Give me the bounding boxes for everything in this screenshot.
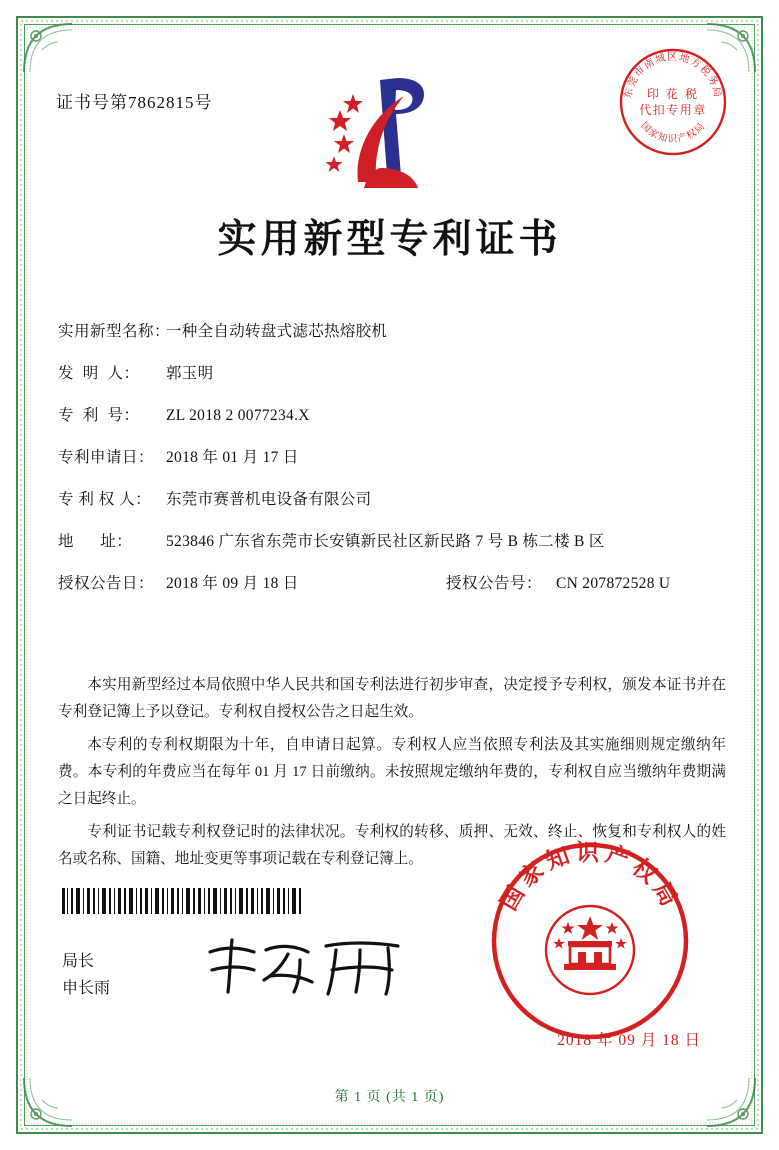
barcode-icon — [62, 888, 302, 914]
seal-arc-text: 国家知识产权局 — [495, 840, 685, 915]
page-title: 实用新型专利证书 — [217, 218, 562, 261]
tax-stamp-arc-bottom: 国家知识产权局 — [638, 121, 708, 145]
tax-stamp-line1: 印 花 税 — [646, 87, 700, 101]
field-application-date — [58, 446, 726, 470]
label-grant-publication-number: 授权公告号： — [446, 575, 543, 593]
value-grant-publication-number: CN 207872528 U — [556, 575, 671, 593]
official-seal — [487, 838, 693, 1044]
seal-date: 2018 年 09 月 18 日 — [557, 1032, 701, 1049]
value-address: 523846 广东省东莞市长安镇新民社区新民路 7 号 B 栋二楼 B 区 — [166, 533, 605, 551]
value-patentee: 东莞市赛普机电设备有限公司 — [166, 491, 372, 509]
tax-stamp-line2: 代扣专用章 — [639, 103, 707, 117]
field-patentee — [58, 488, 726, 512]
page-footer: 第 1 页 (共 1 页) — [334, 1090, 445, 1105]
field-grant-date — [58, 572, 446, 596]
paragraph-3: 专利证书记载专利权登记时的法律状况。专利权的转移、质押、无效、终止、恢复和专利权人的姓名或名称、国籍、地址变更等事项记载在专利登记簿上。 — [58, 823, 726, 867]
label-inventor: 发 明 人： — [58, 365, 140, 383]
field-grant-row — [58, 572, 726, 596]
field-patent-number — [58, 404, 726, 428]
label-application-date: 专利申请日： — [58, 449, 155, 467]
field-list — [58, 320, 726, 606]
label-utility-model-name: 实用新型名称： — [58, 323, 171, 340]
value-grant-date: 2018 年 09 月 18 日 — [166, 575, 299, 593]
handwritten-signature-icon — [196, 930, 416, 1000]
value-inventor: 郭玉明 — [166, 365, 214, 383]
value-utility-model-name: 一种全自动转盘式滤芯热熔胶机 — [166, 323, 388, 340]
paragraph-2: 本专利的专利权期限为十年，自申请日起算。专利权人应当依照专利法及其实施细则规定缴纳年费。本专利的年费应当在每年 01 月 17 日前缴纳。未按照规定缴纳年费的，专利权自应当缴纳年费期满之日起终止。 — [58, 736, 726, 807]
cnipa-logo-icon — [318, 70, 448, 195]
tax-stamp-seal — [615, 44, 731, 160]
signature-name: 申长雨 — [62, 980, 111, 998]
value-patent-number: ZL 2018 2 0077234.X — [166, 407, 310, 425]
field-inventor — [58, 362, 726, 386]
label-address: 地 址： — [58, 533, 133, 551]
tax-stamp-arc-top: 东莞市南城区地方税务局 — [622, 52, 724, 100]
label-patent-number: 专 利 号： — [58, 407, 140, 425]
svg-text:国家知识产权局 — [638, 120, 707, 145]
svg-text:国家知识产权局 — [496, 840, 684, 915]
label-patentee: 专 利 权 人： — [58, 491, 152, 509]
corner-ornament-top-left — [20, 20, 76, 76]
signature-block — [62, 948, 110, 1002]
paragraph-1: 本实用新型经过本局依照中华人民共和国专利法进行初步审查，决定授予专利权，颁发本证书并在专利登记簿上予以登记。专利权自授权公告之日起生效。 — [58, 677, 726, 720]
field-address — [58, 530, 726, 554]
label-grant-date: 授权公告日： — [58, 575, 155, 593]
certificate-number: 证书号第7862815号 — [56, 93, 213, 112]
value-application-date: 2018 年 01 月 17 日 — [166, 449, 299, 467]
field-grant-publication-number — [446, 572, 726, 596]
field-utility-model-name — [58, 320, 726, 344]
signature-role: 局长 — [62, 953, 95, 970]
